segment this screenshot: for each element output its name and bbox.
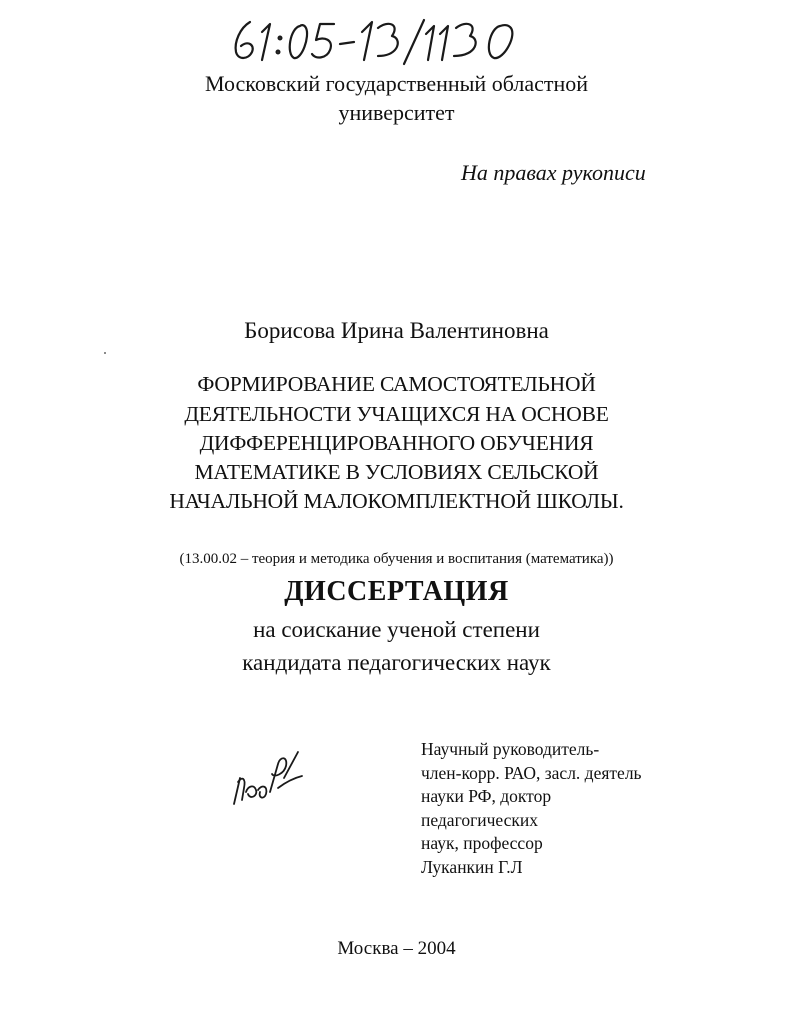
supervisor-line: педагогических <box>421 809 538 830</box>
degree-line-1: на соискание ученой степени <box>253 617 540 642</box>
city-year: Москва – 2004 <box>337 938 456 959</box>
specialty-code: (13.00.02 – теория и методика обучения и воспитания (математика)) <box>179 551 614 567</box>
supervisor-line: Луканкин Г.Л <box>421 856 523 877</box>
university-name-line-2: университет <box>338 100 455 125</box>
manuscript-note: На правах рукописи <box>461 160 646 185</box>
thesis-title-line: НАЧАЛЬНОЙ МАЛОКОМПЛЕКТНОЙ ШКОЛЫ. <box>169 489 624 513</box>
scan-speck <box>104 352 106 354</box>
supervisor-line: наук, профессор <box>421 833 543 853</box>
thesis-title-line: МАТЕМАТИКЕ В УСЛОВИЯХ СЕЛЬСКОЙ <box>194 460 599 484</box>
supervisor-block <box>421 738 642 879</box>
handwritten-archive-number <box>228 16 538 66</box>
document-type: ДИССЕРТАЦИЯ <box>284 576 509 607</box>
thesis-title-line: ДЕЯТЕЛЬНОСТИ УЧАЩИХСЯ НА ОСНОВЕ <box>184 402 609 426</box>
supervisor-line: член-корр. РАО, засл. деятель <box>421 762 642 783</box>
degree-line-2: кандидата педагогических наук <box>242 650 551 675</box>
university-name-line-1: Московский государственный областной <box>204 71 589 96</box>
thesis-title-line: ДИФФЕРЕНЦИРОВАННОГО ОБУЧЕНИЯ <box>199 431 594 455</box>
handwritten-signature <box>228 748 308 808</box>
supervisor-line: Научный руководитель- <box>421 739 600 759</box>
thesis-title-line: ФОРМИРОВАНИЕ САМОСТОЯТЕЛЬНОЙ <box>197 372 596 396</box>
author-name: Борисова Ирина Валентиновна <box>244 318 549 343</box>
supervisor-line: науки РФ, доктор <box>421 786 552 806</box>
